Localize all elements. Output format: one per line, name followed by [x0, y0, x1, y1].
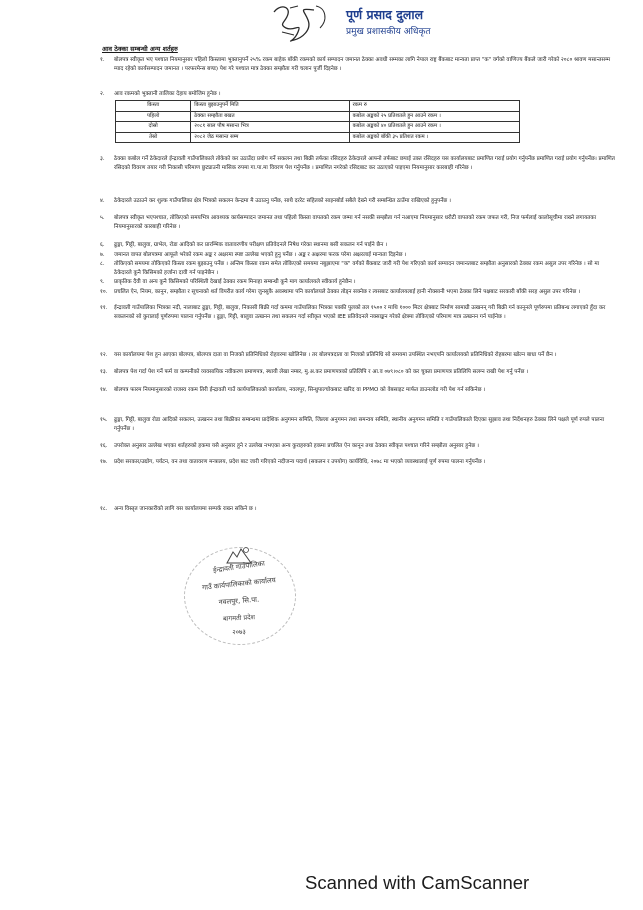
- table-row: [116, 132, 520, 143]
- table-header: किस्ता: [116, 101, 191, 112]
- table-cell: कबोल अङ्कको ४० प्रतिशतले हुन आउने रकम ।: [349, 122, 519, 133]
- installment-table: [115, 100, 520, 143]
- list-item: ३. ठेक्का कबोल गर्ने ठेकेदारले ईन्द्रावती गाउँपालिकाले तोकेको कर उठाउँदा प्रयोग गर्ने सकलन तथा बिक्री तर्फका रसिदहरु ठेकेदारले आफ्नो तर्फबाट छपाई उक्त रसिदहरु यस कार्यालयबाट प्रमाणित गराई प्रयोग गर्नुपर्नेछ प्रमाणित गराई प्रयोग गर्नुपर्नेछ। प्रमाणित रसिदको विवरण तयार गरी निकासी परिमाण छुट्याउनी मासिक रुपमा गा.पा.मा विवरण पेश गर्नुपर्नेछ । प्रमाणित नगरेको रसिदबाट कर उठाएको पाइएमा नियमानुसार कारबाही गरिनेछ ।: [100, 156, 615, 171]
- list-item: ६. ढुङ्गा, गिट्टी, बालुवा, ग्राभेल, रोडा आदिको कर प्रारम्भिक वातावरणीय परीक्षण प्रतिवेदनले निषेध गरेका स्थानमा बसी सकलन गर्न पाईने छैन ।: [100, 242, 388, 248]
- table-cell: कबोल अङ्कको बाँकी ३५ प्रतिशत रकम ।: [349, 132, 519, 143]
- seal-text: नवलपुर, सि.पा.: [218, 595, 260, 607]
- signature-icon: [268, 2, 338, 44]
- list-item: ११. ईन्द्रावती गाउँपालिका भित्रका नदी, नालाबाट ढुङ्गा, गिट्टी, बालुवा, निकासी बिक्री गर्दा कममा गाउँपालिका भित्रका पक्की पुलको तल १५०० र माथि १००० मिटर क्षेत्रबाट निर्माण सामाग्री उत्खनन् गरी बिक्री गर्न कानूनले पूर्णरुपमा प्रतिबन्ध लगाएको हुँदा कर सकलनको सो कुरालाई पूर्णरुपमा पालना गर्नुपर्नेछ । ढुङ्गा, गिट्टी, बालुवा उत्खनन तथा सकलन गर्दा स्वीकृत भएको IEE प्रतिवेदनले नक्साङ्कन गरेको क्षेत्रमा तोकिएको परिमाण मात्र उत्खनन गर्न पाईनेछ ।: [100, 305, 606, 320]
- list-item: १६. उपरोक्त अनुसार उल्लेख भएका शर्तहरुको हकमा यसै अनुसार हुने र उल्लेख नभएका अन्य कुराहरुको हकमा प्रचलित ऐन कानून तथा ठेक्का स्वीकृत पश्चात गरिने सम्झौता अनुसार हुनेछ ।: [100, 443, 479, 449]
- signature-block: [268, 2, 638, 44]
- office-seal: [178, 545, 300, 645]
- seal-text: २०७३: [232, 627, 246, 637]
- table-cell: २०८२ जेठ मसान्त सम्म: [191, 132, 349, 143]
- list-item: १२. यस कार्यालयमा पेश हुन आएका बोलपत्र, बोलपत्र दाता वा निजको प्रतिनिधिको रोहवरमा खोलिनेछ । तर बोलपत्रदाता वा निजको प्रतिनिधि सो समयमा उपस्थित नभएपनि कार्यालयको प्रतिनिधिको रोहबरमा खोल्न बाधा पर्ने छैन ।: [100, 352, 557, 358]
- list-item: ४. ठेकेदारले उठाउने कर शुल्क गाउँपालिका क्षेत्र भित्रको सकलन केन्द्रमा मै उठाउनु पर्नेछ, साथै दररेट सहितको साइनबोर्ड सबैले देख्ने गरी सम्बन्धित ठाउँमा राखिएको हुनुपर्नेछ ।: [100, 198, 451, 204]
- list-item: २. आव रकमको भुक्तानी तालिका देहाय बमोजिम हुनेछ ।: [100, 91, 221, 97]
- scanner-watermark: Scanned with CamScanner: [305, 872, 530, 893]
- table-cell: ठेक्का सम्झौता बखत: [191, 111, 349, 122]
- table-cell: तेस्रो: [116, 132, 191, 143]
- signatory-name: पूर्ण प्रसाद दुलाल: [346, 7, 424, 22]
- list-item: १४. बोलपत्र फारम नियमानुसारको राजस्व रकम तिरी ईन्द्रावती गाउँ कार्यपालिकाको कार्यालय, नवलपुर, सिन्धुपाल्चोकबाट खरिद वा PPMO को वेबसाइट मार्फत डाउनलोड गरी पेश गर्न सकिनेछ ।: [100, 387, 486, 393]
- table-cell: कबोल अङ्कको २५ प्रतिशतले हुन आउने रकम ।: [349, 111, 519, 122]
- table-cell: दोस्रो: [116, 122, 191, 133]
- list-item: ७. जमानत वापत बोलपत्रमा आफूले भरेको रकम अङ्क र अक्षरमा स्पष्ट उल्लेख भएको हुनु पर्नेछ । अङ्क र अक्षरमा फरक परेमा अक्षरलाई मान्यता दिइनेछ ।: [100, 252, 407, 258]
- seal-text: गाउँ कार्यपालिकाको कार्यालय: [201, 576, 277, 592]
- table-header: रकम रु: [349, 101, 519, 112]
- table-row: [116, 122, 520, 133]
- section-title: आव ठेक्का सम्बन्धी अन्य शर्तहरु: [102, 45, 178, 53]
- list-item: १. बोलपत्र स्वीकृत भए पश्चात नियमानुसार पहिलो किस्तामा भुक्तानुपर्ने २५% रकम बाहेक बाँकी रकमको कार्य सम्पादन जमानत ठेक्का अवधी सम्मका लागि नेपाल राष्ट्र बैंकबाट मान्यता प्राप्त "क" वर्गको वाणिज्य बैंकले जारी गरेको २०८० श्रावण मसान्तसम्म म्याद रहेको कार्यसम्पादन जमानत । परफरमेन्स बण्ड) पेश गरे पश्चात मात्र ठेक्का सम्झौता गरी चलान पुर्जी दिइनेछ ।: [100, 57, 611, 72]
- list-item: ९. प्राकृतिक दैवी वा अन्य कुनै किसिमको परिस्थिती देखाई ठेक्का रकम मिनाहा सम्बन्धी कुनै माग कार्यालयले स्वीकार्य हुनेछैन ।: [100, 279, 356, 285]
- signatory-title: प्रमुख प्रशासकीय अधिकृत: [346, 27, 431, 37]
- table-cell: २०८१ साल पौष मसान्त भित्र: [191, 122, 349, 133]
- table-header-row: [116, 101, 520, 112]
- table-cell: पहिलो: [116, 111, 191, 122]
- table-header: किस्ता बुझाउनुपर्ने मिति: [191, 101, 349, 112]
- seal-text: बागमती प्रदेश: [222, 613, 256, 623]
- list-item: ५. बोलपत्र स्वीकृत भएपश्चात, तोकिएको समयभित्र आवश्यक कार्यसम्पादन जमानत तथा पहिलो किस्ता वापतको रकम जम्मा गर्न नसकी सम्झौता गर्न नआएमा नियमानुसार धरौटी वापतको रकम जफत गरी, निज फर्मलाई कालोसूचीमा राख्ने लगायतका नियमानुसारको कारबाही गरिनेछ ।: [100, 215, 597, 230]
- list-item: १७. प्रदेश सरकार/उद्योग, पर्यटन, वन तथा वातावरण मन्त्रालय, प्रदेश बाट जारी गरिएको नदीजन्य पदार्थ (सकलन र उपयोग) कार्यविधि, २०७८ मा भएको व्यवस्थालाई पूर्ण रुपमा पालना गर्नुपर्नेछ ।: [100, 459, 486, 465]
- list-item: १८. अन्य विस्तृत जानकारीको लागि यस कार्यालयमा सम्पर्क राख्न सकिने छ ।: [100, 506, 257, 512]
- list-item: ८. तोकिएको समयमा तोकिएको किस्ता रकम बुझाउनु पर्नेछ । अन्तिम किस्ता रकम समेत तोकिएको समयमा नबुझाएमा "क" वर्गको बैंकबाट जारी गरी पेश गरिएको कार्य सम्पादन जमानतबाट सम्झौता अनुसारको ठेक्का रकम असुल उपर गरिनेछ । सो मा ठेकेदारले कुनै किसिमको हर्जाना दावी गर्न पाइनेछैन ।: [100, 261, 600, 276]
- list-item: १०. प्रचलित ऐन, नियम, कानून, सम्झौता र सूचनाको शर्त विपरीत कार्य गरेमा जुनसुकै अवस्थामा पनि कार्यालयले ठेक्का तोड्न सक्नेछ र त्यसबाट कार्यालयलाई हानी नोक्सानी भएमा ठेक्का लिने पक्षबाट सरकारी बाँकी सरह असुल उपर गरिनेछ ।: [100, 289, 581, 295]
- list-item: १३. बोलपत्र पेश गर्दा पेश गर्ने फर्म वा कम्पनीको व्यवसायिक नवीकरण प्रमाणपत्र, स्थायी लेखा नम्बर, मु.अ.कर प्रमाणपत्रको प्रतिलिपि र आ.व ०७९।०८० को कर चुक्ता प्रमाणपत्र प्रतिलिपि सलग्न राखी पेश गर्नु पर्नेछ ।: [100, 369, 529, 375]
- list-item: १५. ढुङ्गा, गिट्टी, बालुवा रोडा आदिको सकलन, उत्खनन तथा बिक्रीका सम्बन्धमा प्रादेशिक अनुगमन समिति, जिल्ला अनुगमन तथा समन्वय समिति, स्थानीय अनुगमन समिति र गाउँपालिकाले दिएका सुझाव तथा निर्देशनहरु ठेक्का लिने पक्षले पूर्ण रुपले पालना गर्नुपर्नेछ ।: [100, 417, 605, 432]
- table-row: [116, 111, 520, 122]
- seal-text: ईन्द्रावती गाउँपालिका: [212, 559, 266, 575]
